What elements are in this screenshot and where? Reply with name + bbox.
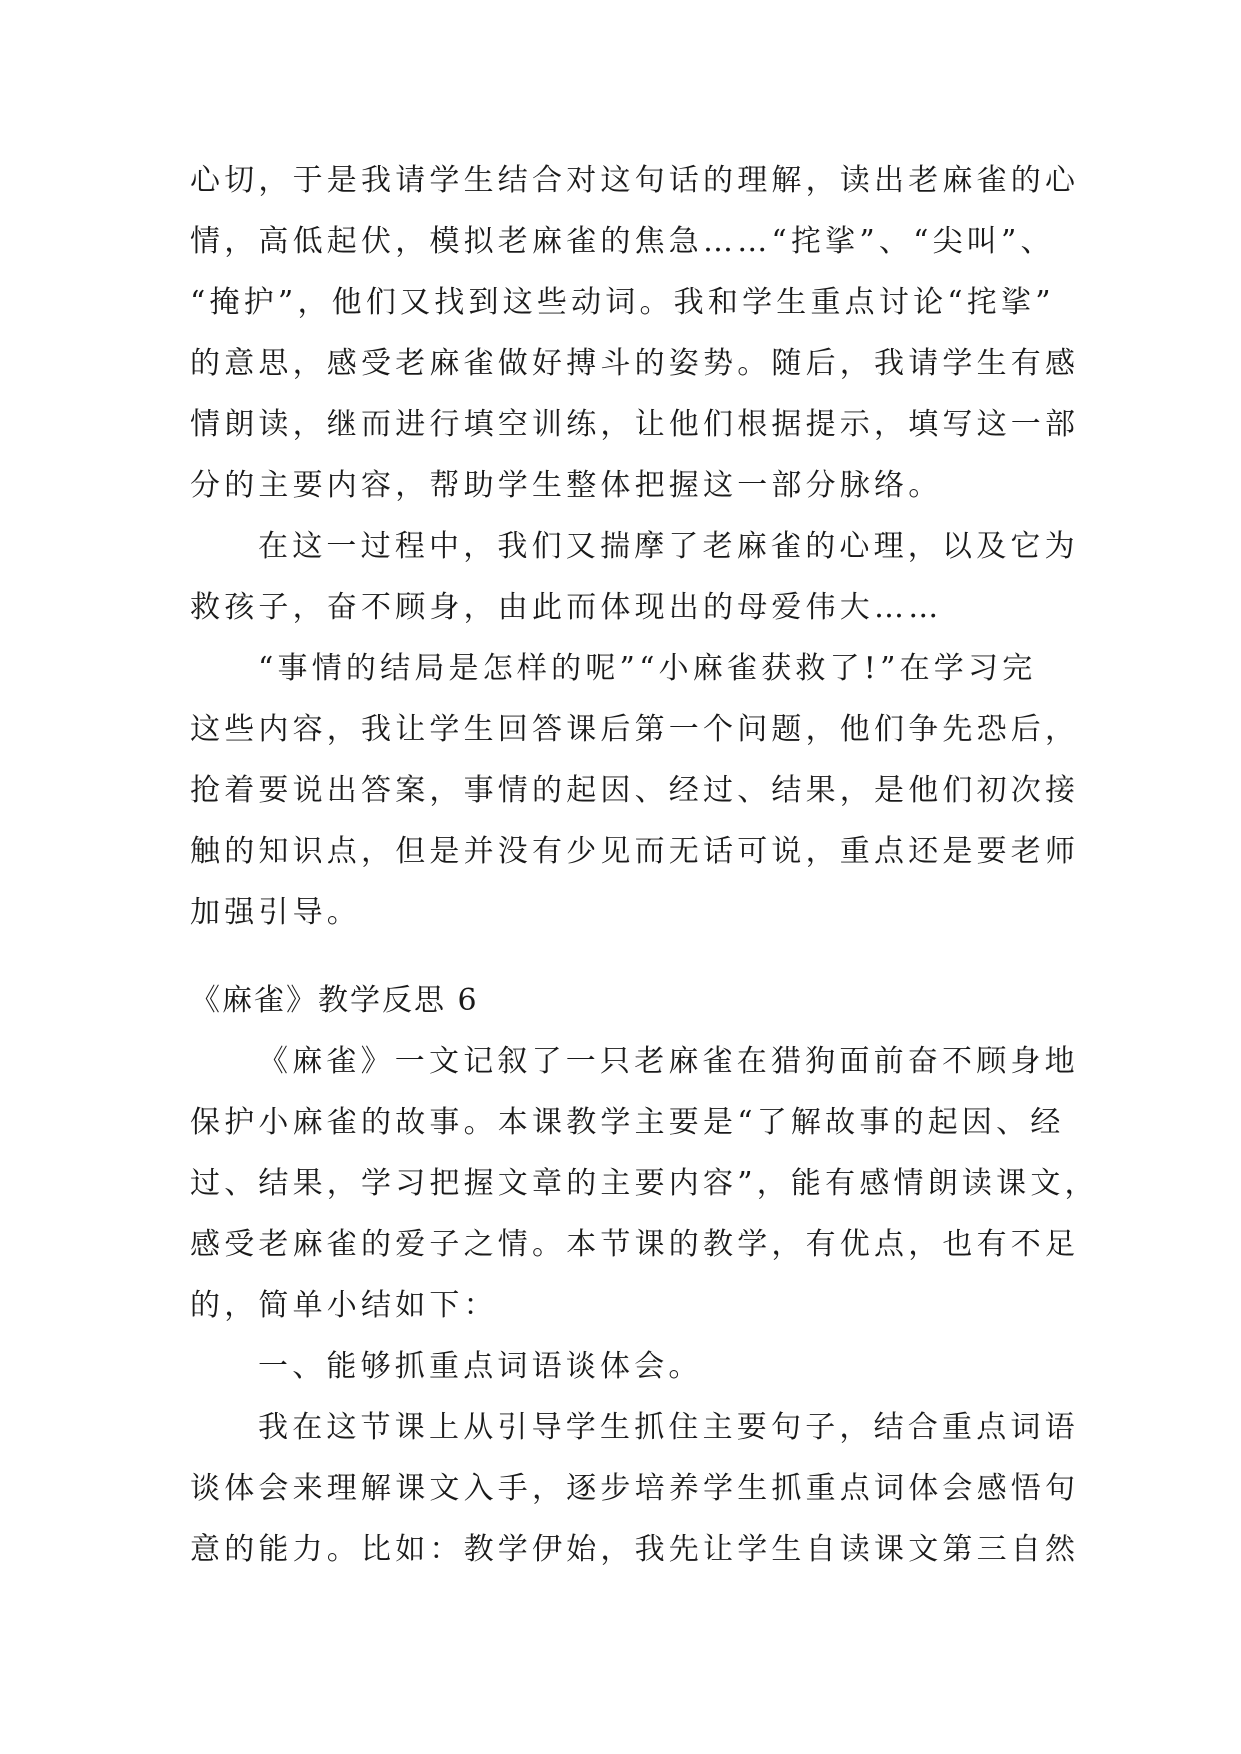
paragraph-4 [190,1031,1099,1336]
text-line: 救孩子，奋不顾身，由此而体现出的母爱伟大…… [190,590,943,625]
paragraph-6 [190,1397,1080,1580]
text-line: 意的能力。比如：教学伊始，我先让学生自读课文第三自然 [190,1532,1080,1567]
paragraph-3 [190,638,1080,943]
text-line: 在这一过程中，我们又揣摩了老麻雀的心理，以及它为 [258,529,1079,564]
text-line: 情，高低起伏，模拟老麻雀的焦急……“挓挲”、“尖叫”、 [190,224,1055,259]
section-2-body [190,1031,1099,1580]
text-line: 保护小麻雀的故事。本课教学主要是“了解故事的起因、经 [190,1105,1065,1140]
text-line: 的，简单小结如下： [190,1288,498,1323]
text-line: 感受老麻雀的爱子之情。本节课的教学，有优点，也有不足 [190,1227,1080,1262]
text-line: “掩护”，他们又找到这些动词。我和学生重点讨论“挓挲” [190,285,1055,320]
text-line: 抢着要说出答案，事情的起因、经过、结果，是他们初次接 [190,773,1080,808]
text-line: “事情的结局是怎样的呢”“小麻雀获救了!”在学习完 [258,651,1037,686]
text-line: 情朗读，继而进行填空训练，让他们根据提示，填写这一部 [190,407,1080,442]
text-line: 《麻雀》一文记叙了一只老麻雀在猎狗面前奋不顾身地 [258,1044,1079,1079]
text-line: 的意思，感受老麻雀做好搏斗的姿势。随后，我请学生有感 [190,346,1080,381]
paragraph-5 [190,1336,1060,1397]
paragraph-1 [190,150,1080,516]
text-line: 心切，于是我请学生结合对这句话的理解，读出老麻雀的心 [190,163,1080,198]
text-line: 分的主要内容，帮助学生整体把握这一部分脉络。 [190,468,943,503]
text-line: 这些内容，我让学生回答课后第一个问题，他们争先恐后， [190,712,1080,747]
paragraph-2 [190,516,1079,638]
text-line: 谈体会来理解课文入手，逐步培养学生抓重点词体会感悟句 [190,1471,1080,1506]
section-title: 《麻雀》教学反思 6 [190,983,479,1018]
section-1-body [190,150,1080,943]
text-line: 触的知识点，但是并没有少见而无话可说，重点还是要老师 [190,834,1080,869]
text-line: 加强引导。 [190,895,361,930]
text-line: 一、能够抓重点词语谈体会。 [258,1349,703,1384]
text-line: 过、结果，学习把握文章的主要内容”，能有感情朗读课文， [190,1166,1099,1201]
text-line: 我在这节课上从引导学生抓住主要句子，结合重点词语 [258,1410,1079,1445]
